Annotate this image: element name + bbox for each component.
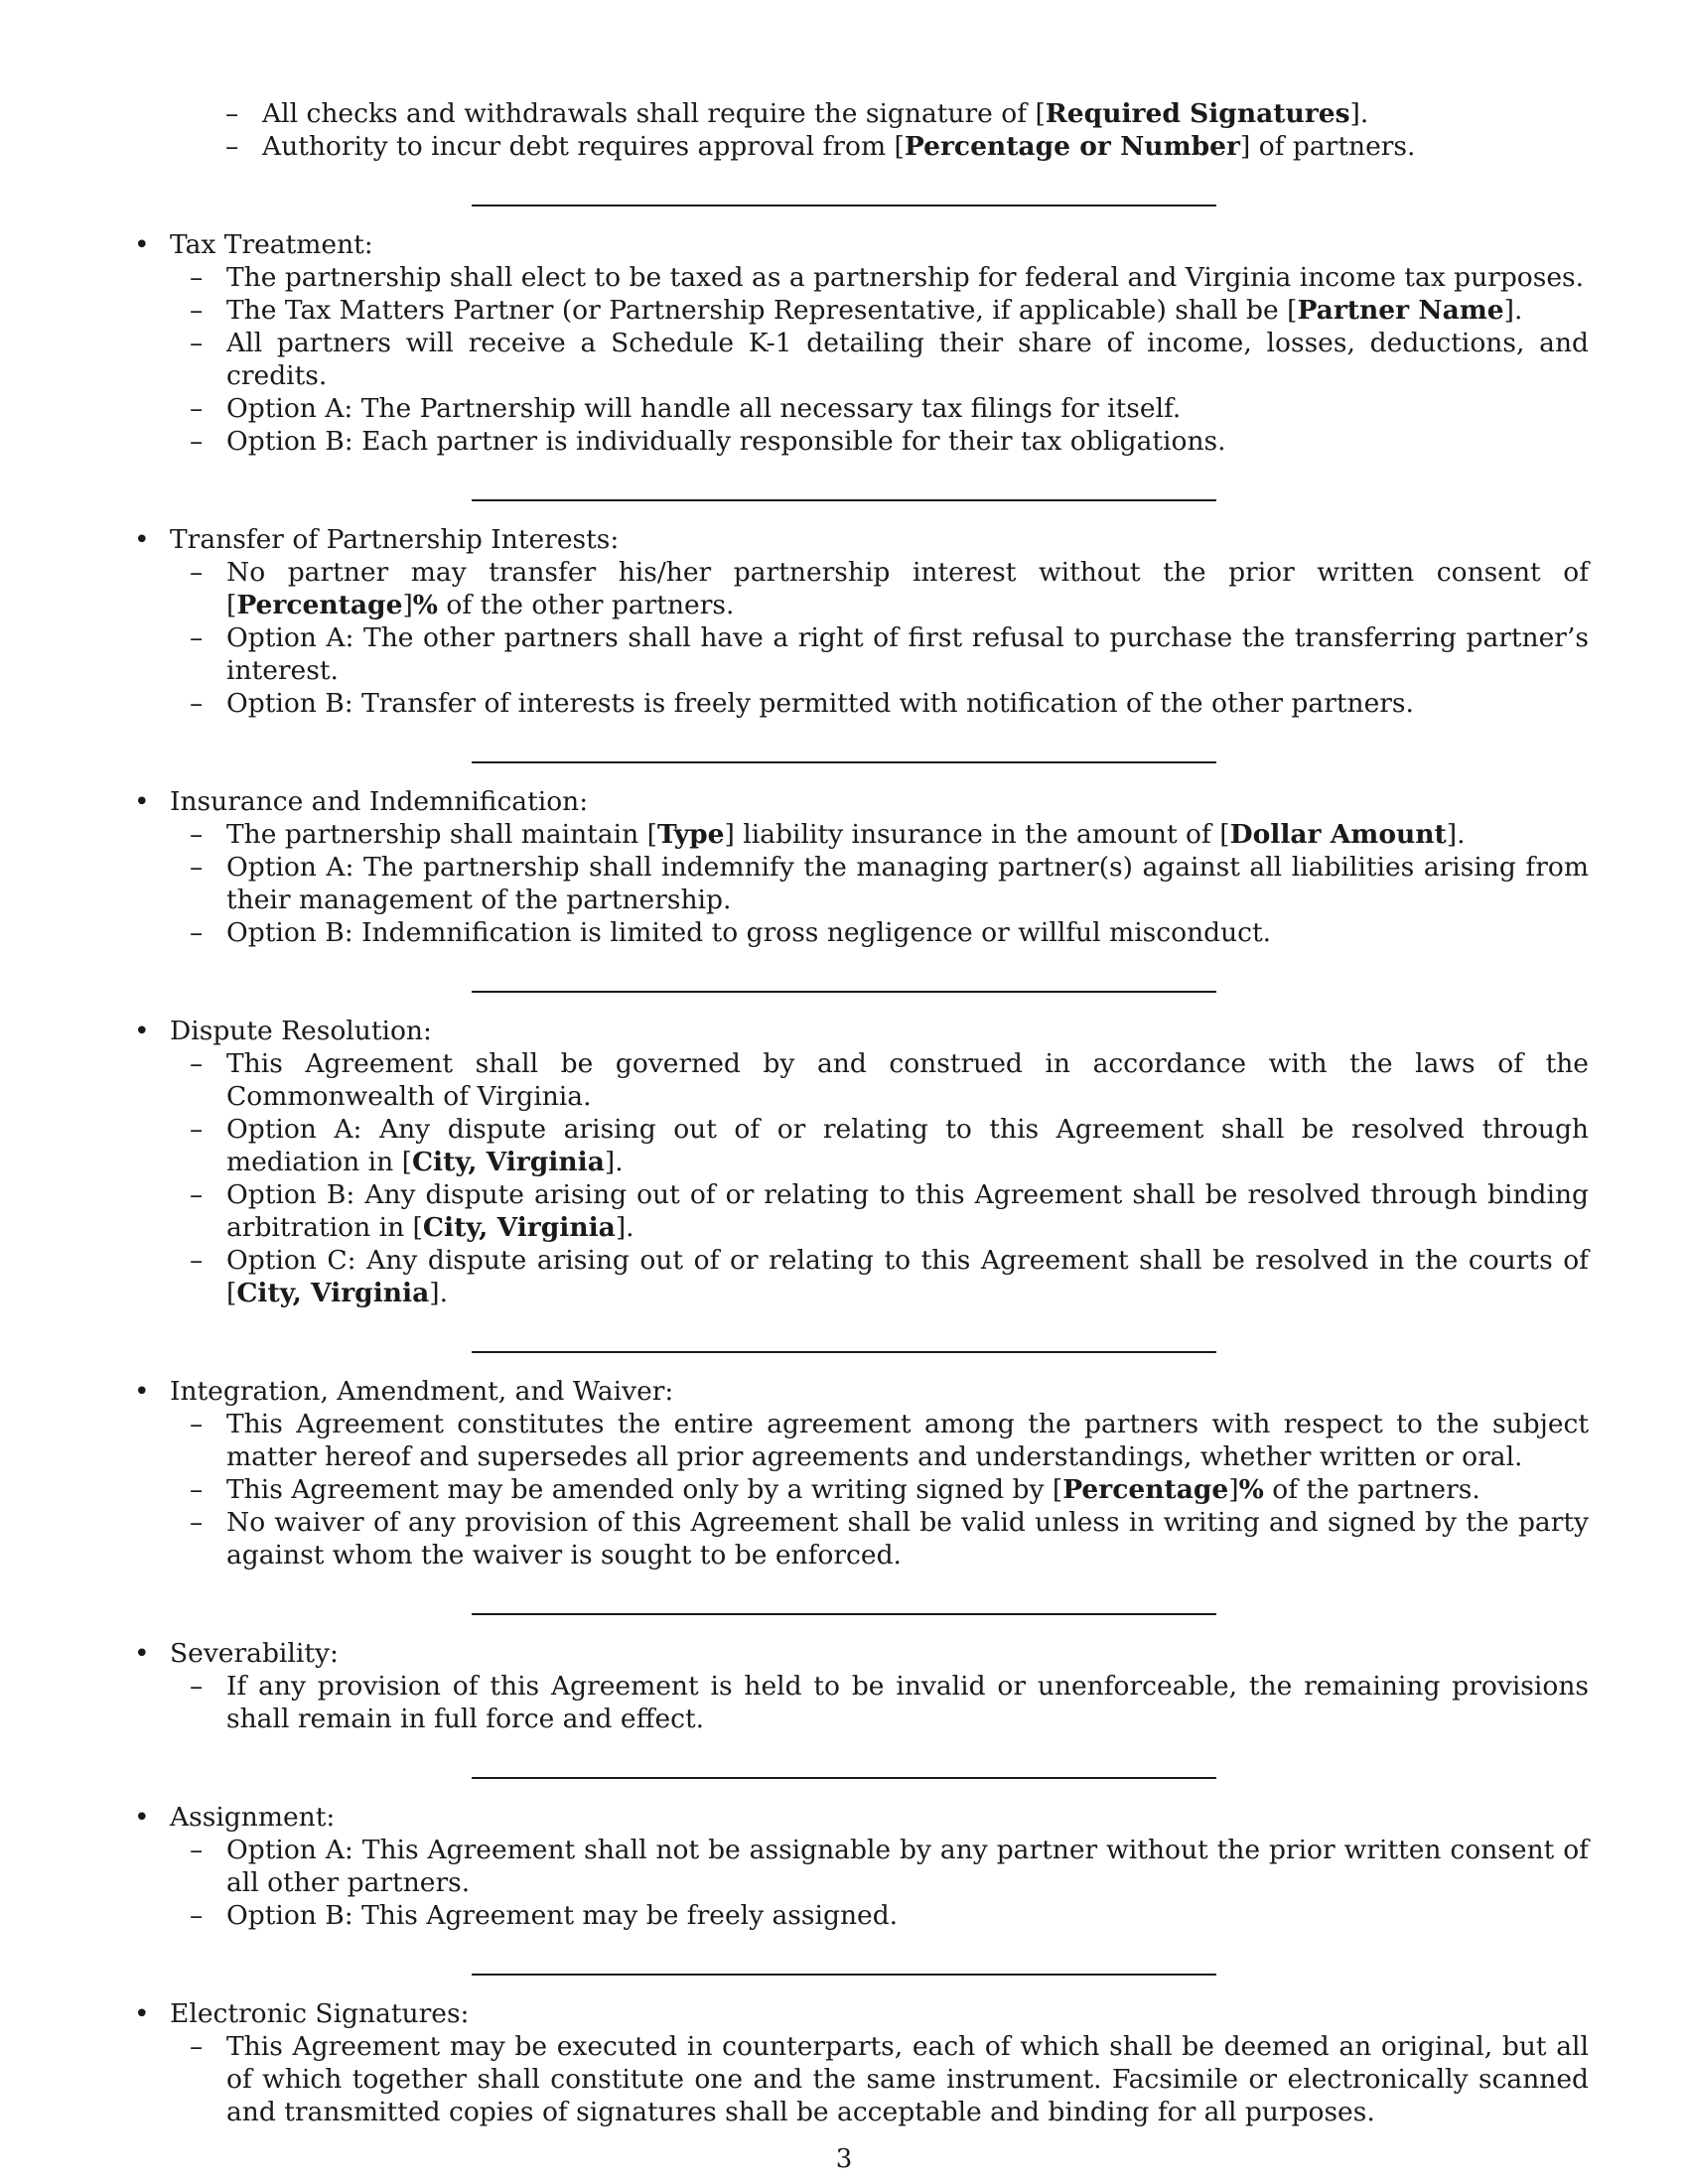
section-divider xyxy=(472,499,1216,501)
list-item: – Option B: Transfer of interests is freely permitted with notification of the other partners. xyxy=(190,687,1589,720)
section-divider xyxy=(472,1613,1216,1615)
banking-sublist xyxy=(225,97,1589,163)
section-severability xyxy=(134,1637,1589,1735)
list-item: – Option C: Any dispute arising out of or relating to this Agreement shall be resolved in the courts of [City, Virginia]. xyxy=(190,1244,1589,1309)
placeholder-field: Percentage or Number xyxy=(904,131,1240,162)
list-item: – Option A: The other partners shall have a right of first refusal to purchase the transferring partner’s interest. xyxy=(190,621,1589,687)
list-item: – Option B: Indemnification is limited to gross negligence or willful misconduct. xyxy=(190,916,1589,949)
section-divider xyxy=(472,991,1216,993)
list-item: – No partner may transfer his/her partnership interest without the prior written consent of [Percentage]% of the other partners. xyxy=(190,556,1589,621)
sublist xyxy=(190,556,1589,720)
section-transfer xyxy=(134,523,1589,720)
list-item: – If any provision of this Agreement is held to be invalid or unenforceable, the remaining provisions shall remain in full force and effect. xyxy=(190,1670,1589,1735)
section-title: • Electronic Signatures: xyxy=(134,1997,1589,2030)
list-item: – The partnership shall maintain [Type] liability insurance in the amount of [Dollar Amount]. xyxy=(190,818,1589,851)
section-title: • Insurance and Indemnification: xyxy=(134,785,1589,818)
section-divider xyxy=(472,1777,1216,1779)
section-tax-treatment xyxy=(134,228,1589,458)
placeholder-field: Partner Name xyxy=(1297,295,1504,326)
list-item: – This Agreement constitutes the entire agreement among the partners with respect to the subject matter hereof and supersedes all prior agreements and understandings, whether written or oral. xyxy=(190,1408,1589,1473)
section-title: • Dispute Resolution: xyxy=(134,1015,1589,1047)
section-title: • Severability: xyxy=(134,1637,1589,1670)
section-divider xyxy=(472,1351,1216,1353)
list-item: – No waiver of any provision of this Agreement shall be valid unless in writing and signed by the party against whom the waiver is sought to be enforced. xyxy=(190,1506,1589,1571)
sublist xyxy=(190,1047,1589,1309)
section-title: • Assignment: xyxy=(134,1801,1589,1834)
placeholder-field: Percentage xyxy=(1062,1474,1229,1505)
placeholder-field: Percentage xyxy=(236,590,403,620)
list-item: – This Agreement may be executed in counterparts, each of which shall be deemed an original, but all of which together shall constitute one and the same instrument. Facsimile or electronically scanned and transmitted copies of signatures shall be acceptable and binding for all purposes. xyxy=(190,2030,1589,2128)
sublist xyxy=(190,261,1589,458)
list-item: – Authority to incur debt requires approval from [Percentage or Number] of partners. xyxy=(225,130,1589,163)
list-item: – Option A: The partnership shall indemnify the managing partner(s) against all liabilities arising from their management of the partnership. xyxy=(190,851,1589,916)
list-item: – All partners will receive a Schedule K-1 detailing their share of income, losses, deductions, and credits. xyxy=(190,327,1589,392)
sublist xyxy=(190,1670,1589,1735)
list-item: – All checks and withdrawals shall require the signature of [Required Signatures]. xyxy=(225,97,1589,130)
section-title: • Tax Treatment: xyxy=(134,228,1589,261)
sublist xyxy=(190,1834,1589,1932)
document-page xyxy=(134,97,1589,2128)
section-integration xyxy=(134,1375,1589,1571)
list-item: – The Tax Matters Partner (or Partnership Representative, if applicable) shall be [Partner Name]. xyxy=(190,294,1589,327)
placeholder-field: Type xyxy=(656,819,725,850)
placeholder-field: City, Virginia xyxy=(411,1147,605,1177)
placeholder-field: Required Signatures xyxy=(1045,98,1350,129)
section-divider xyxy=(472,205,1216,206)
list-item: – Option B: Each partner is individually responsible for their tax obligations. xyxy=(190,425,1589,458)
section-divider xyxy=(472,761,1216,763)
list-item: – The partnership shall elect to be taxed as a partnership for federal and Virginia income tax purposes. xyxy=(190,261,1589,294)
section-divider xyxy=(472,1974,1216,1976)
list-item: – This Agreement shall be governed by and construed in accordance with the laws of the Commonwealth of Virginia. xyxy=(190,1047,1589,1113)
section-title: • Transfer of Partnership Interests: xyxy=(134,523,1589,556)
sublist xyxy=(190,2030,1589,2128)
placeholder-field: City, Virginia xyxy=(236,1278,430,1308)
section-insurance xyxy=(134,785,1589,949)
section-electronic-signatures xyxy=(134,1997,1589,2128)
list-item: – Option B: This Agreement may be freely assigned. xyxy=(190,1899,1589,1932)
list-item: – This Agreement may be amended only by a writing signed by [Percentage]% of the partners. xyxy=(190,1473,1589,1506)
list-item: – Option A: This Agreement shall not be assignable by any partner without the prior written consent of all other partners. xyxy=(190,1834,1589,1899)
section-title: • Integration, Amendment, and Waiver: xyxy=(134,1375,1589,1408)
section-assignment xyxy=(134,1801,1589,1932)
placeholder-field: Dollar Amount xyxy=(1229,819,1447,850)
page-number: 3 xyxy=(835,2144,853,2174)
section-dispute-resolution xyxy=(134,1015,1589,1309)
sublist xyxy=(190,1408,1589,1571)
placeholder-field: City, Virginia xyxy=(422,1212,616,1243)
list-item: – Option A: The Partnership will handle all necessary tax filings for itself. xyxy=(190,392,1589,425)
list-item: – Option A: Any dispute arising out of or relating to this Agreement shall be resolved through mediation in [City, Virginia]. xyxy=(190,1113,1589,1178)
sublist xyxy=(190,818,1589,949)
list-item: – Option B: Any dispute arising out of or relating to this Agreement shall be resolved through binding arbitration in [City, Virginia]. xyxy=(190,1178,1589,1244)
